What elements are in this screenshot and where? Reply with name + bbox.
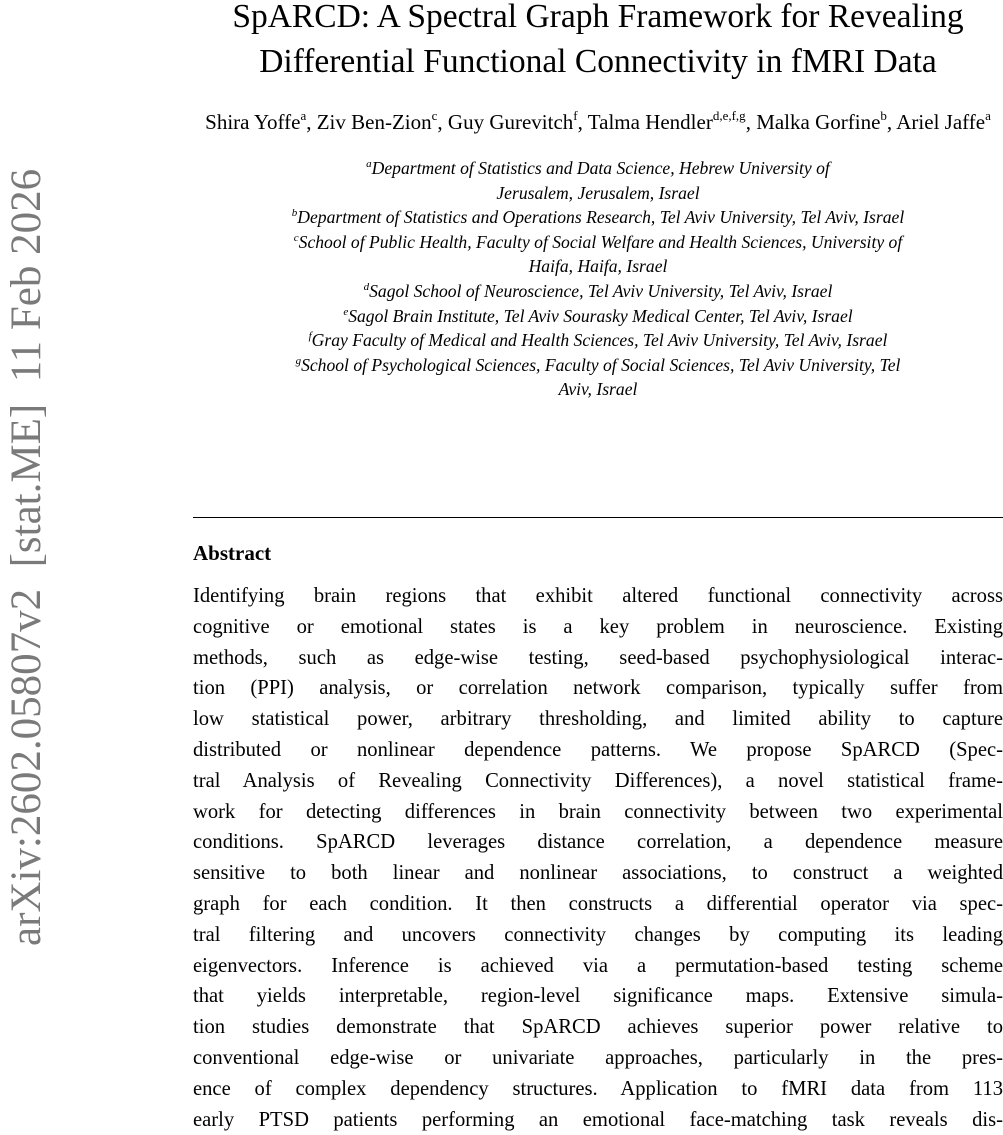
affiliation-text: School of Public Health, Faculty of Social Welfare and Health Sciences, University of — [298, 231, 903, 252]
affiliation-text: Haifa, Haifa, Israel — [528, 256, 668, 277]
abstract-line: tral Analysis of Revealing Connectivity Differences), a novel statistical frame- — [193, 769, 1003, 792]
affiliation-line — [193, 156, 1003, 181]
author-list — [193, 108, 1003, 137]
author-separator: , — [886, 110, 897, 134]
affiliation-line — [193, 353, 1003, 378]
affiliation-line — [193, 205, 1003, 230]
title-line: Differential Functional Connectivity in fMRI Data — [259, 43, 937, 80]
paper-first-page — [193, 0, 1003, 1131]
affiliation-mark: g — [295, 354, 302, 367]
author-affiliation-mark: c — [431, 108, 438, 123]
affiliation-text: Sagol Brain Institute, Tel Aviv Sourasky Medical Center, Tel Aviv, Israel — [348, 305, 853, 326]
affiliation-mark: d — [363, 281, 370, 294]
affiliation-mark: a — [366, 158, 372, 171]
abstract-line: early PTSD patients performing an emotional face-matching task reveals dis- — [193, 1108, 1003, 1131]
author-separator: , — [437, 110, 448, 134]
author-affiliation-mark: a — [300, 108, 307, 123]
section-divider — [193, 517, 1003, 518]
author-separator: , — [745, 110, 757, 134]
author-affiliation-mark: a — [985, 108, 991, 123]
author — [896, 110, 991, 134]
affiliation-mark: b — [291, 207, 298, 220]
affiliation-mark: c — [293, 231, 299, 244]
abstract-line: distributed or nonlinear dependence patterns. We propose SpARCD (Spec- — [193, 738, 1003, 761]
author-name: Ariel Jaffe — [896, 110, 986, 134]
paper-title — [193, 0, 1003, 84]
author-affiliation-mark: f — [573, 108, 578, 123]
abstract-line: eigenvectors. Inference is achieved via a permutation-based testing scheme — [193, 954, 1003, 977]
abstract-line: tral filtering and uncovers connectivity changes by computing its leading — [193, 923, 1003, 946]
arxiv-identifier-text: arXiv:2602.05807v2 [stat.ME] 11 Feb 2026 — [3, 168, 50, 946]
author-separator: , — [577, 110, 588, 134]
affiliation-line — [193, 230, 1003, 255]
affiliation-text: Jerusalem, Jerusalem, Israel — [496, 182, 700, 203]
author-affiliation-mark: b — [880, 108, 887, 123]
abstract-line: conventional edge-wise or univariate approaches, particularly in the pres- — [193, 1046, 1003, 1069]
abstract-line: graph for each condition. It then constructs a differential operator via spec- — [193, 892, 1003, 915]
abstract-line: work for detecting differences in brain connectivity between two experimental — [193, 800, 1003, 823]
affiliation-line — [193, 377, 1003, 402]
abstract-line: tion studies demonstrate that SpARCD achieves superior power relative to — [193, 1016, 1003, 1039]
affiliation-line — [193, 254, 1003, 279]
author-name: Ziv Ben-Zion — [316, 110, 432, 134]
abstract-line: methods, such as edge-wise testing, seed-based psychophysiological interac- — [193, 646, 1003, 669]
author-affiliation-mark: d,e,f,g — [712, 108, 746, 123]
author-separator: , — [306, 110, 317, 134]
author-name: Talma Hendler — [587, 110, 713, 134]
affiliation-text: School of Psychological Sciences, Faculty of Social Sciences, Tel Aviv University, Tel — [301, 354, 901, 375]
abstract-line: conditions. SpARCD leverages distance correlation, a dependence measure — [193, 831, 1003, 854]
affiliation-mark: e — [343, 305, 349, 318]
title-line: SpARCD: A Spectral Graph Framework for Revealing — [232, 0, 964, 35]
affiliation-list — [193, 156, 1003, 402]
author — [588, 110, 756, 134]
affiliation-text: Gray Faculty of Medical and Health Sciences, Tel Aviv University, Tel Aviv, Israel — [311, 330, 888, 351]
author — [205, 110, 317, 134]
affiliation-text: Department of Statistics and Data Science, Hebrew University of — [371, 158, 830, 178]
abstract-line: that yields interpretable, region-level significance maps. Extensive simula- — [193, 985, 1003, 1008]
author — [448, 110, 588, 134]
abstract-line: low statistical power, arbitrary thresholding, and limited ability to capture — [193, 708, 1003, 731]
abstract-text — [193, 581, 1003, 1135]
affiliation-mark: f — [308, 330, 312, 343]
affiliation-line — [193, 181, 1003, 206]
abstract-line: sensitive to both linear and nonlinear associations, to construct a weighted — [193, 862, 1003, 885]
affiliation-line — [193, 304, 1003, 329]
author-name: Shira Yoffe — [205, 110, 301, 134]
abstract-line: ence of complex dependency structures. Application to fMRI data from 113 — [193, 1077, 1003, 1100]
affiliation-text: Department of Statistics and Operations Research, Tel Aviv University, Tel Aviv, Israel — [297, 207, 905, 228]
affiliation-line — [193, 328, 1003, 353]
affiliation-text: Aviv, Israel — [558, 379, 638, 400]
author — [756, 110, 896, 134]
affiliation-text: Sagol School of Neuroscience, Tel Aviv University, Tel Aviv, Israel — [369, 280, 833, 301]
abstract-line: tion (PPI) analysis, or correlation network comparison, typically suffer from — [193, 677, 1003, 700]
abstract-heading: Abstract — [193, 541, 272, 565]
author-name: Malka Gorfine — [756, 110, 881, 134]
abstract-line: Identifying brain regions that exhibit altered functional connectivity across — [193, 585, 1003, 607]
author — [317, 110, 448, 134]
arxiv-identifier-stamp — [0, 0, 60, 960]
abstract-line: cognitive or emotional states is a key problem in neuroscience. Existing — [193, 615, 1003, 638]
affiliation-line — [193, 279, 1003, 304]
author-name: Guy Gurevitch — [447, 110, 574, 134]
